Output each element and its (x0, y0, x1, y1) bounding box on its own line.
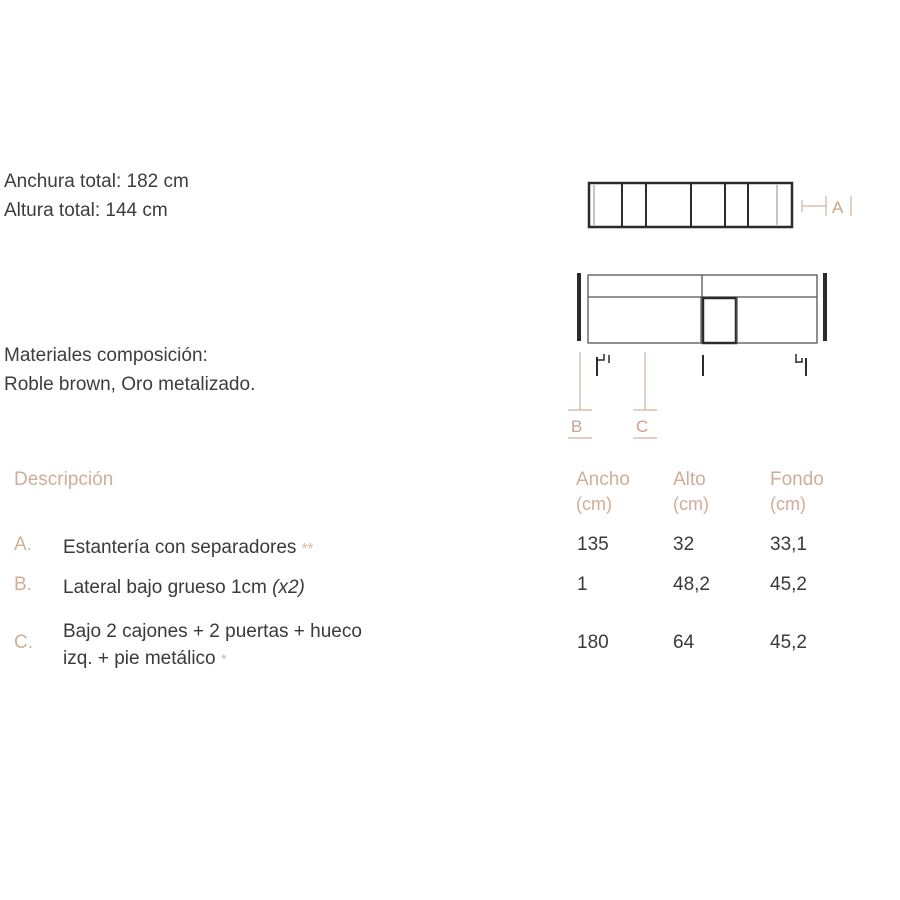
total-dimensions (4, 167, 189, 225)
header-description: Descripción (14, 469, 114, 490)
row-description (63, 534, 313, 562)
row-letter: A. (14, 534, 32, 555)
header-fondo (770, 468, 824, 516)
row-ancho: 135 (577, 534, 609, 555)
row-letter: C. (14, 632, 33, 653)
header-alto (673, 468, 709, 516)
header-fondo-unit: (cm) (770, 494, 806, 514)
row-fondo: 33,1 (770, 534, 807, 555)
label-a-marker (802, 196, 851, 216)
row-description-text: Estantería con separadores (63, 537, 297, 558)
row-description-line2: izq. + pie metálico (63, 648, 216, 669)
header-ancho (576, 468, 630, 516)
total-width: Anchura total: 182 cm (4, 171, 189, 192)
metal-legs (597, 354, 806, 376)
materials-title: Materiales composición: (4, 345, 208, 366)
composition-diagram-svg (560, 170, 880, 450)
row-description (63, 618, 362, 673)
label-c: C (636, 417, 649, 436)
row-alto: 32 (673, 534, 695, 555)
row-ancho: 1 (577, 574, 588, 595)
row-fondo: 45,2 (770, 574, 807, 595)
row-description (63, 574, 305, 601)
shelf-drawing (589, 183, 792, 227)
header-fondo-label: Fondo (770, 469, 824, 490)
row-alto: 64 (673, 632, 695, 653)
materials-value: Roble brown, Oro metalizado. (4, 374, 256, 395)
row-fondo: 45,2 (770, 632, 807, 653)
row-description-line1: Bajo 2 cajones + 2 puertas + hueco (63, 621, 362, 642)
label-a: A (832, 198, 844, 217)
row-ancho: 180 (577, 632, 609, 653)
low-unit-drawing (588, 275, 817, 343)
materials-block (4, 341, 255, 399)
row-description-qty: (x2) (272, 577, 305, 598)
total-height: Altura total: 144 cm (4, 200, 168, 221)
header-ancho-unit: (cm) (576, 494, 612, 514)
row-mark: * (220, 651, 227, 668)
label-b: B (571, 417, 583, 436)
row-letter: B. (14, 574, 32, 595)
header-alto-label: Alto (673, 469, 706, 490)
row-description-text: Lateral bajo grueso 1cm (63, 577, 273, 598)
header-ancho-label: Ancho (576, 469, 630, 490)
row-mark: ** (301, 540, 314, 557)
header-alto-unit: (cm) (673, 494, 709, 514)
row-alto: 48,2 (673, 574, 710, 595)
composition-diagram (560, 170, 880, 450)
